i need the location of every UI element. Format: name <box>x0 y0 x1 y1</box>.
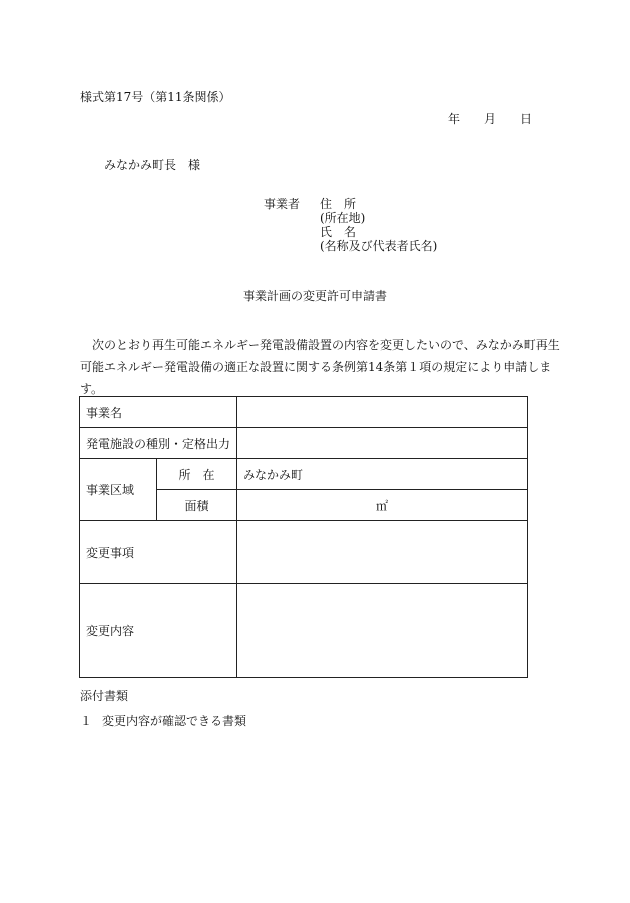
date-year-label: 年 <box>447 112 460 126</box>
area-label: 面積 <box>157 490 237 521</box>
date-line <box>448 113 532 125</box>
date-month-label: 月 <box>483 112 496 126</box>
change-item-label: 変更事項 <box>80 521 237 584</box>
facility-type-label: 発電施設の種別・定格出力 <box>80 428 237 459</box>
facility-type-field[interactable] <box>237 428 528 459</box>
area-field[interactable]: ㎡ <box>237 490 528 521</box>
applicant-name-label: 氏 名 <box>320 225 357 239</box>
change-item-field[interactable] <box>237 521 528 584</box>
form-number: 様式第17号（第11条関係） <box>80 90 231 104</box>
applicant-label: 事業者 <box>264 197 301 211</box>
change-content-field[interactable] <box>237 584 528 678</box>
project-area-label: 事業区域 <box>80 459 157 521</box>
body-text <box>80 334 560 400</box>
project-name-field[interactable] <box>237 397 528 428</box>
project-name-label: 事業名 <box>80 397 237 428</box>
applicant-block <box>264 198 437 254</box>
location-label: 所 在 <box>157 459 237 490</box>
attachment-item-number: １ <box>80 714 93 728</box>
change-content-label: 変更内容 <box>80 584 237 678</box>
application-table <box>79 396 528 678</box>
attachments-heading: 添付書類 <box>80 689 129 703</box>
attachment-item <box>80 715 246 727</box>
attachment-item-text: 変更内容が確認できる書類 <box>102 714 247 728</box>
document-title: 事業計画の変更許可申請書 <box>242 289 387 303</box>
addressee: みなかみ町長 様 <box>104 158 201 172</box>
location-field[interactable]: みなかみ町 <box>237 459 528 490</box>
applicant-address-note: (所在地) <box>320 211 366 225</box>
applicant-name-note: (名称及び代表者氏名) <box>320 239 438 253</box>
body-line-2: 可能エネルギー発電設備の適正な設置に関する条例第14条第１項の規定により申請します。 <box>80 360 552 396</box>
body-line-1: 次のとおり再生可能エネルギー発電設備設置の内容を変更したいので、みなかみ町再生 <box>92 338 560 352</box>
date-day-label: 日 <box>519 112 532 126</box>
applicant-address-label: 住 所 <box>320 197 357 211</box>
